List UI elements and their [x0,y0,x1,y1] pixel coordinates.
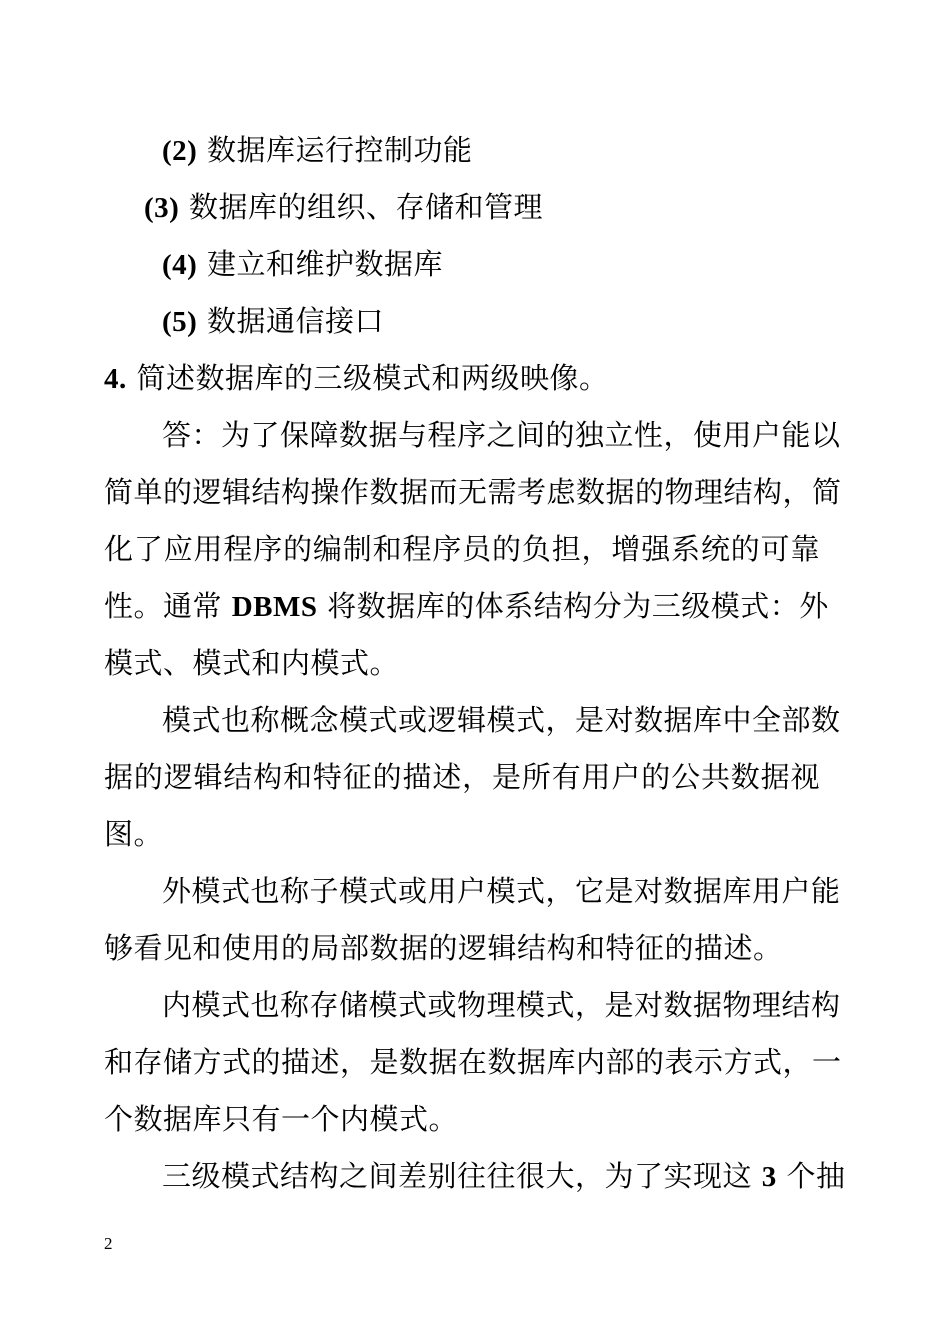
list-item-4 [162,246,443,283]
answer-p2-line2: 据的逻辑结构和特征的描述，是所有用户的公共数据视 [104,760,820,794]
answer-p1-line4-start: 性。通常 [104,589,232,623]
list-item-5 [162,303,384,340]
question-number: 4 [104,363,119,395]
list-item-text: 数据通信接口 [207,304,385,338]
answer-p5-line1-end: 个抽 [776,1159,846,1193]
answer-p1-line2: 简单的逻辑结构操作数据而无需考虑数据的物理结构，简 [104,475,842,509]
answer-p1-line4-end: 将数据库的体系结构分为三级模式：外 [317,589,829,623]
question-text: 简述数据库的三级模式和两级映像。 [136,361,609,395]
answer-p5-line1 [162,1158,845,1195]
answer-p3-line2: 够看见和使用的局部数据的逻辑结构和特征的描述。 [104,931,783,965]
answer-p3-line1: 外模式也称子模式或用户模式，它是对数据库用户能 [162,874,841,908]
list-item-text: 数据库的组织、存储和管理 [189,190,544,224]
answer-p1-line3: 化了应用程序的编制和程序员的负担，增强系统的可靠 [104,532,820,566]
question-heading [104,360,608,397]
answer-p5-line1-start: 三级模式结构之间差别往往很大，为了实现这 [162,1159,762,1193]
page-number: 2 [104,1234,113,1253]
list-item-3 [144,189,543,226]
answer-p4-line3: 个数据库只有一个内模式。 [104,1102,459,1136]
dbms-term: DBMS [231,591,318,623]
list-item-text: 建立和维护数据库 [207,247,444,281]
answer-p2-line3: 图。 [104,817,164,851]
number-three: 3 [761,1161,777,1193]
answer-p1-line1: 答：为了保障数据与程序之间的独立性，使用户能以 [162,418,841,452]
answer-p1-line4 [104,588,829,625]
question-separator: . [119,363,127,395]
list-item-text: 数据库运行控制功能 [207,133,473,167]
list-item-number: (2) [162,135,198,167]
answer-p4-line1: 内模式也称存储模式或物理模式，是对数据物理结构 [162,988,841,1022]
list-item-number: (4) [162,249,198,281]
answer-p1-line5: 模式、模式和内模式。 [104,646,400,680]
list-item-2 [162,132,473,169]
list-item-number: (5) [162,306,198,338]
answer-p4-line2: 和存储方式的描述，是数据在数据库内部的表示方式，一 [104,1045,842,1079]
answer-p2-line1: 模式也称概念模式或逻辑模式，是对数据库中全部数 [162,703,841,737]
list-item-number: (3) [144,192,180,224]
